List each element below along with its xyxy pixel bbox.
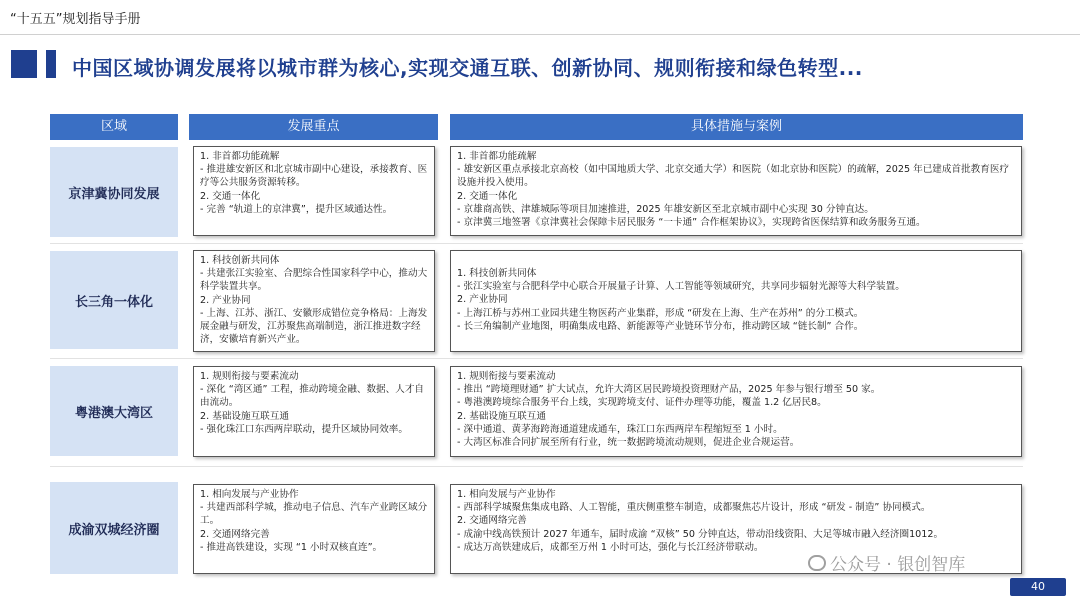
focus-box-yangtze-delta [193, 250, 435, 352]
header-bar [0, 0, 1080, 35]
measure-line: - 成达万高铁建成后，成都至万州 1 小时可达，强化与长江经济带联动。 [457, 541, 764, 553]
row-separator [50, 358, 1023, 359]
measure-line: 1. 非首都功能疏解 [457, 151, 537, 162]
focus-line: 1. 非首都功能疏解 [200, 151, 280, 162]
measure-line: - 雄安新区重点承接北京高校（如中国地质大学、北京交通大学）和医院（如北京协和医院）的疏解，2025 年已建成首批教育医疗设施并投入使用。 [457, 164, 1010, 189]
watermark [808, 550, 965, 575]
focus-line: - 推进雄安新区和北京城市副中心建设，承接教育、医疗等公共服务资源转移。 [200, 164, 428, 189]
page-title: 中国区域协调发展将以城市群为核心,实现交通互联、创新协同、规则衔接和绿色转型... [72, 56, 863, 80]
measures-box-jingjinji [450, 146, 1022, 236]
measure-line: 2. 交通网络完善 [457, 515, 527, 527]
region-cell-greater-bay-area: 粤港澳大湾区 [50, 366, 178, 456]
watermark-text: 公众号 · 银创智库 [830, 555, 966, 575]
measure-line: - 张江实验室与合肥科学中心联合开展量子计算、人工智能等领域研究，共享同步辐射光源等大科学装置。 [457, 281, 905, 293]
measure-line: 1. 科技创新共同体 [457, 268, 537, 279]
focus-line: - 上海、江苏、浙江、安徽形成错位竞争格局：上海发展金融与研发，江苏聚焦高端制造，浙江推进数字经济，安徽培育新兴产业。 [200, 307, 428, 346]
measure-line: - 长三角编制产业地图，明确集成电路、新能源等产业链环节分布，推动跨区域 “链长制” 合作。 [457, 320, 864, 332]
focus-box-jingjinji [193, 146, 435, 236]
focus-line: 2. 产业协同 [200, 294, 251, 306]
focus-line: - 推进高铁建设，实现 “1 小时双核直连”。 [200, 541, 383, 553]
region-cell-yangtze-delta: 长三角一体化 [50, 251, 178, 349]
measure-line: 1. 规则衔接与要素流动 [457, 371, 556, 382]
measure-line: 1. 相向发展与产业协作 [457, 489, 556, 500]
measure-line: - 大湾区标准合同扩展至所有行业，统一数据跨境流动规则，促进企业合规运营。 [457, 437, 800, 449]
title-decoration-bar [46, 50, 56, 78]
column-header-focus: 发展重点 [189, 114, 438, 140]
measure-line: - 成渝中线高铁预计 2027 年通车，届时成渝 “双核” 50 分钟直达，带动沿线资阳、大足等城市融入经济圈1012。 [457, 528, 944, 540]
focus-box-chengyu [193, 484, 435, 574]
measure-line: - 上海江桥与苏州工业园共建生物医药产业集群，形成 “研发在上海、生产在苏州” 的分工模式。 [457, 307, 864, 319]
focus-line: - 共建张江实验室、合肥综合性国家科学中心，推动大科学装置共享。 [200, 268, 428, 293]
measure-line: - 推出 “跨境理财通” 扩大试点，允许大湾区居民跨境投资理财产品，2025 年参与银行增至 50 家。 [457, 384, 881, 396]
focus-line: - 深化 “湾区通” 工程，推动跨境金融、数据、人才自由流动。 [200, 384, 425, 409]
focus-line: 1. 科技创新共同体 [200, 255, 280, 266]
measure-line: - 京津冀三地签署《京津冀社会保障卡居民服务 “一卡通” 合作框架协议》，实现跨省医保结算和政务服务互通。 [457, 217, 926, 229]
measure-line: - 粤港澳跨境综合服务平台上线，实现跨境支付、证件办理等功能，覆盖 1.2 亿居民8。 [457, 397, 827, 409]
row-separator [50, 243, 1023, 244]
focus-line: 1. 规则衔接与要素流动 [200, 371, 299, 382]
region-cell-chengyu: 成渝双城经济圈 [50, 482, 178, 574]
measures-box-yangtze-delta [450, 250, 1022, 352]
measure-line: 2. 产业协同 [457, 294, 508, 306]
wechat-icon [808, 555, 826, 571]
measure-line: 2. 交通一体化 [457, 190, 518, 202]
focus-box-greater-bay-area [193, 366, 435, 457]
focus-line: 2. 交通网络完善 [200, 528, 270, 540]
title-decoration-block [11, 50, 37, 78]
column-header-measures: 具体措施与案例 [450, 114, 1023, 140]
region-cell-jingjinji: 京津冀协同发展 [50, 147, 178, 237]
measure-line: - 西部科学城聚焦集成电路、人工智能，重庆侧重整车制造，成都聚焦芯片设计，形成 “研发 - 制造” 协同模式。 [457, 502, 931, 514]
focus-line: - 共建西部科学城，推动电子信息、汽车产业跨区域分工。 [200, 502, 428, 527]
focus-line: - 完善 “轨道上的京津冀”，提升区域通达性。 [200, 203, 393, 215]
focus-line: 1. 相向发展与产业协作 [200, 489, 299, 500]
measure-line: - 深中通道、黄茅海跨海通道建成通车，珠江口东西两岸车程缩短至 1 小时。 [457, 423, 783, 435]
document-title: “十五五”规划指导手册 [10, 12, 141, 27]
measure-line: - 京雄商高铁、津雄城际等项目加速推进，2025 年雄安新区至北京城市副中心实现 30 分钟直达。 [457, 203, 874, 215]
row-separator [50, 466, 1023, 467]
measures-box-greater-bay-area [450, 366, 1022, 457]
focus-line: 2. 交通一体化 [200, 190, 261, 202]
page-number-badge: 40 [1010, 578, 1066, 596]
focus-line: 2. 基础设施互联互通 [200, 410, 289, 422]
measure-line: 2. 基础设施互联互通 [457, 410, 546, 422]
column-header-region: 区域 [50, 114, 178, 140]
focus-line: - 强化珠江口东西两岸联动，提升区域协同效率。 [200, 423, 408, 435]
